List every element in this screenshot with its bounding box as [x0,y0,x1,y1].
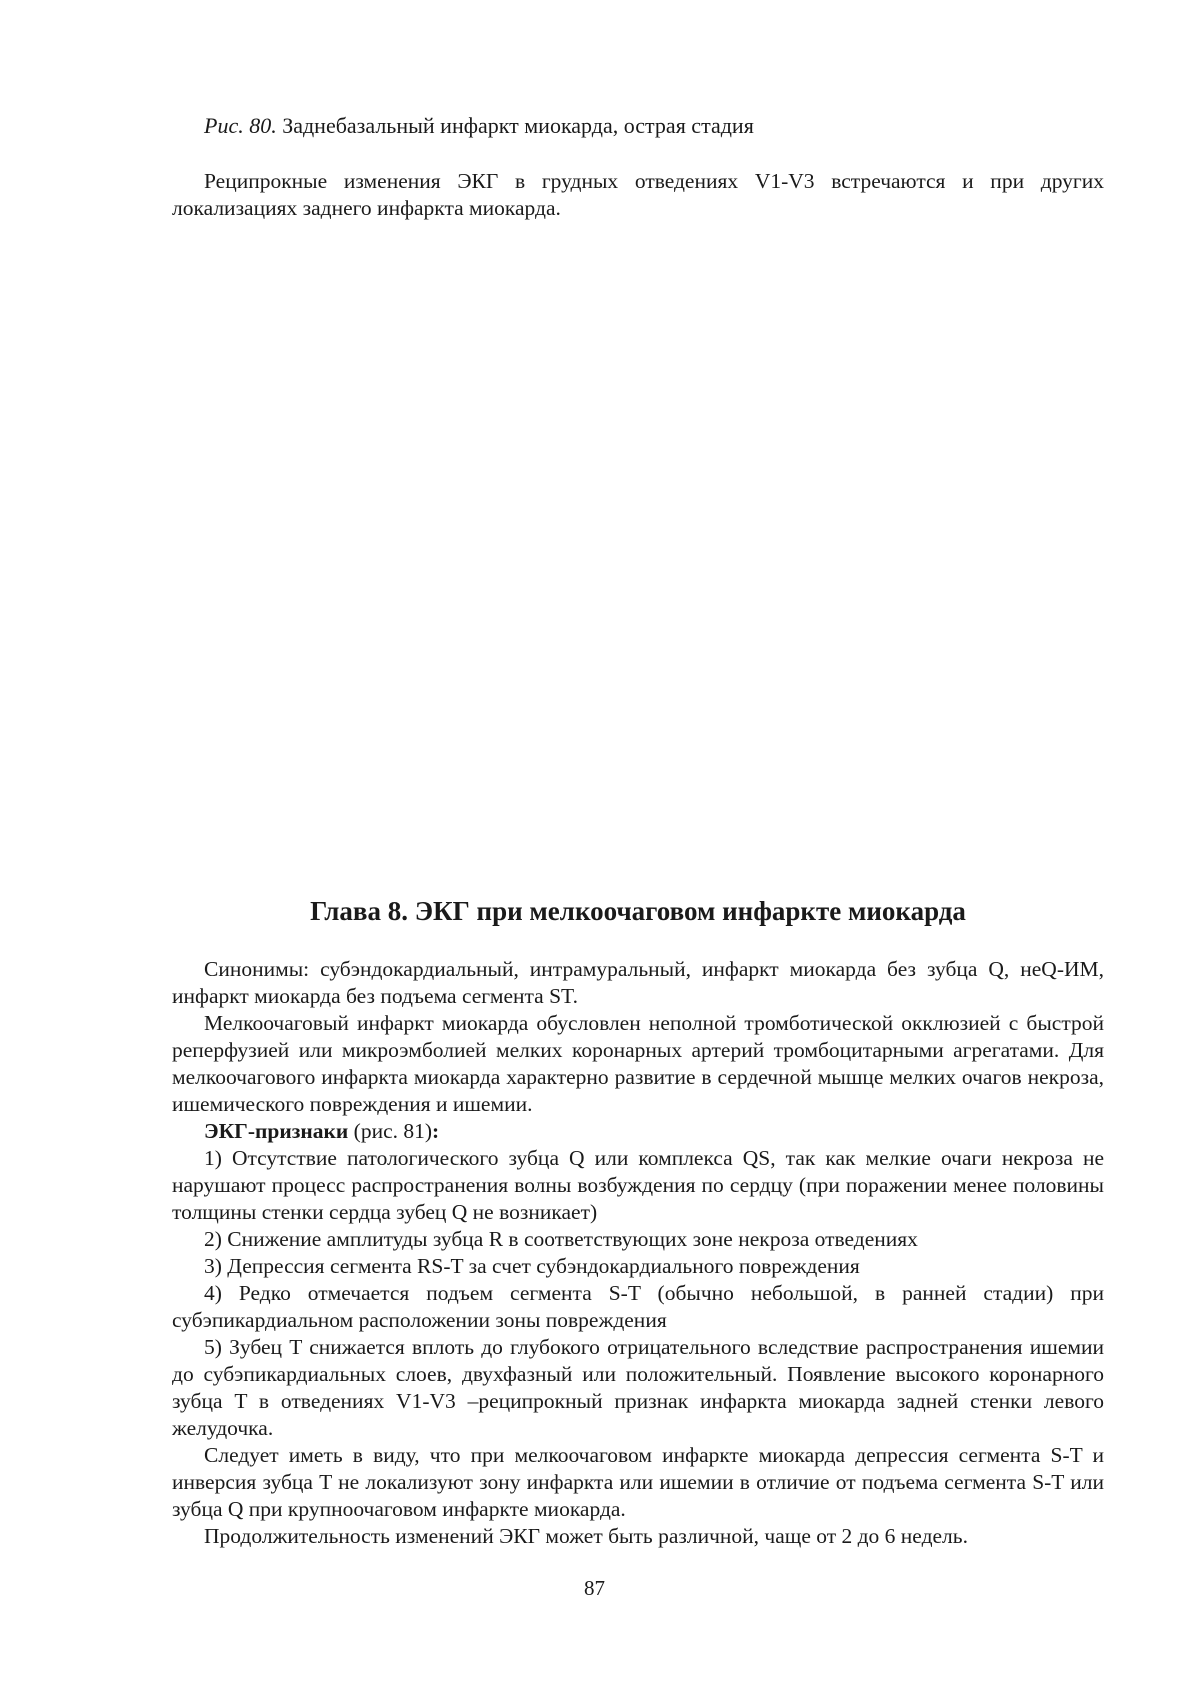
signs-heading-label: ЭКГ-признаки [204,1119,349,1143]
chapter-title: Глава 8. ЭКГ при мелкоочаговом инфаркте миокарда [310,896,966,926]
duration-paragraph: Продолжительность изменений ЭКГ может быть различной, чаще от 2 до 6 недель. [204,1524,968,1548]
figure-caption-text: Заднебазальный инфаркт миокарда, острая стадия [276,113,754,138]
synonyms-paragraph: Синонимы: субэндокардиальный, интрамуральный, инфаркт миокарда без зубца Q, неQ-ИМ, инфаркт миокарда без подъема сегмента ST. [172,957,1104,1008]
signs-heading-figure-ref: (рис. 81) [348,1119,433,1143]
intro-block [172,168,1104,222]
page-number: 87 [584,1576,605,1600]
figure-label: Рис. 80. [204,113,277,138]
signs-heading-colon: : [432,1119,440,1143]
chapter-body [172,956,1104,1550]
list-item: 4) Редко отмечается подъем сегмента S-T (обычно небольшой, в ранней стадии) при субэпикардиальном расположении зоны повреждения [172,1281,1104,1332]
definition-paragraph: Мелкоочаговый инфаркт миокарда обусловлен неполной тромботической окклюзией с быстрой реперфузией или микроэмболией мелких коронарных артерий тромбоцитарными агрегатами. Для мелкоочагового инфаркта миокарда характерно развитие в сердечной мышце мелких очагов некроза, ишемического повреждения и ишемии. [172,1011,1104,1116]
list-item: 2) Снижение амплитуды зубца R в соответствующих зоне некроза отведениях [204,1227,918,1251]
intro-paragraph: Реципрокные изменения ЭКГ в грудных отведениях V1-V3 встречаются и при других локализациях заднего инфаркта миокарда. [172,169,1104,220]
signs-heading [172,1118,1104,1145]
list-item: 3) Депрессия сегмента RS-T за счет субэндокардиального повреждения [204,1254,860,1278]
list-item: 1) Отсутствие патологического зубца Q или комплекса QS, так как мелкие очаги некроза не нарушают процесс распространения волны возбуждения по сердцу (при поражении менее половины толщины стенки сердца зубец Q не возникает) [172,1146,1104,1224]
note-paragraph: Следует иметь в виду, что при мелкоочаговом инфаркте миокарда депрессия сегмента S-T и инверсия зубца T не локализуют зону инфаркта или ишемии в отличие от подъема сегмента S-T или зубца Q при крупноочаговом инфаркте миокарда. [172,1443,1104,1521]
figure-caption [204,112,754,140]
list-item: 5) Зубец T снижается вплоть до глубокого отрицательного вследствие распространения ишемии до субэпикардиальных слоев, двухфазный или положительный. Появление высокого коронарного зубца T в отведениях V1-V3 –реципрокный признак инфаркта миокарда задней стенки левого желудочка. [172,1335,1104,1440]
